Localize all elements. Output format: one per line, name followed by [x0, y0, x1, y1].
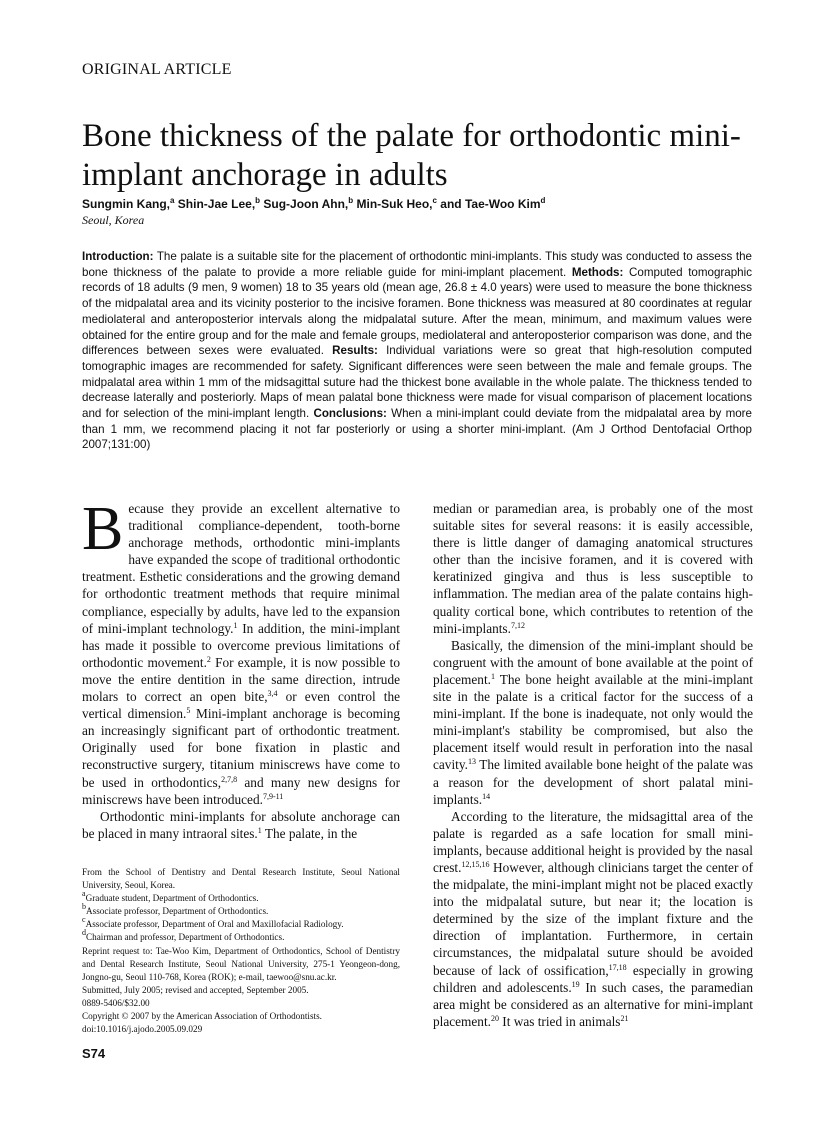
footnote-text: Chairman and professor, Department of Orthodontics. [86, 932, 285, 943]
citation-reference: 17,18 [608, 962, 627, 972]
footnote [82, 915, 400, 931]
footnote-mark: b [82, 902, 86, 912]
paragraph-text: or even control the vertical dimension. [82, 689, 400, 722]
citation-reference: 14 [482, 791, 491, 801]
footnote-text: Associate professor, Department of Orthodontics. [86, 906, 269, 917]
paragraph-text: The palate, in the [261, 825, 358, 841]
citation-reference: 7,9-11 [262, 791, 284, 801]
footnote [82, 997, 400, 1010]
abstract-text: When a mini-implant could deviate from the midpalatal area by more than 1 mm, we recommend placing it not far posteriorly or using a shorter mini-implant. (Am J Orthod Dentofacial Orthop 2007;131:00) [82, 407, 752, 452]
footnote-text: Copyright © 2007 by the American Association of Orthodontists. [82, 1011, 322, 1022]
paragraph-text: median or paramedian area, is probably one of the most suitable sites for several reasons: it is easily accessible, there is little danger of damaging anatomical structures other than the incisive foramen, and it is covered with keratinized gingiva and thus is less susceptible to inflammation. The median area of the palate contains high-quality cortical bone, which contributes to retention of the mini-implants. [433, 501, 753, 636]
paragraph [433, 637, 753, 808]
citation-reference: 3,4 [267, 689, 278, 699]
paragraph-text: In such cases, the paramedian area might be considered as an alternative for mini-implant placement. [433, 979, 753, 1029]
citation-reference: 19 [571, 979, 580, 989]
author-affiliation-mark: d [540, 196, 546, 205]
footnote [82, 889, 400, 905]
citation-reference: 1 [233, 620, 238, 630]
paragraph-text: especially in growing children and adolescents. [433, 962, 753, 995]
citation-reference: 21 [620, 1013, 629, 1023]
paragraph-text: Basically, the dimension of the mini-implant should be congruent with the amount of bone available at the point of placement. [433, 637, 753, 687]
paragraph-text: However, although clinicians target the center of the midpalate, the mini-implant might not be placed exactly into the midpalatal suture, but near it; the location is determined by the size of the implant fixture and the direction of implantation. Furthermore, in certain circumstances, the midpalatal suture should be avoided because of lack of ossification, [433, 859, 753, 978]
page-number: S74 [82, 1046, 106, 1061]
citation-reference: 1 [257, 825, 262, 835]
footnote [82, 984, 400, 997]
paragraph-text: For example, it is now possible to move the entire dentition in the same direction, intrude molars to correct an open bite, [82, 654, 400, 705]
abstract [82, 249, 752, 453]
abstract-heading: Introduction: [82, 250, 154, 263]
paragraph-text: Mini-implant anchorage is becoming an increasingly significant part of orthodontic treatment. Originally used for bone fixation in plastic and reconstructive surgery, titanium miniscrews have come to be used in orthodontics, [82, 706, 400, 790]
footnote [82, 902, 400, 918]
footnote-mark: a [82, 889, 86, 899]
author-name: Sungmin Kang, [82, 197, 170, 211]
author-name: Min-Suk Heo, [353, 197, 433, 211]
author-name: and Tae-Woo Kim [436, 197, 541, 211]
footnote-mark: c [82, 915, 86, 925]
footnote [82, 928, 400, 944]
section-label: ORIGINAL ARTICLE [82, 61, 232, 78]
paragraph-text: The bone height available at the mini-implant site in the palate is a critical factor for the success of a mini-implant. If the bone is inadequate, not only would the mini-implant's stability be compromised, but also the placement itself would result in perforation into the nasal cavity. [433, 671, 753, 773]
citation-reference: 2 [206, 654, 211, 664]
paragraph [82, 495, 400, 808]
citation-reference: 1 [490, 671, 495, 681]
author-affiliation-mark: a [170, 196, 175, 205]
abstract-text: The palate is a suitable site for the placement of orthodontic mini-implants. This study was conducted to assess the bone thickness of the palate to provide a more reliable guide for mini-implant placement. [82, 250, 752, 279]
author-affiliation-mark: b [255, 196, 261, 205]
citation-reference: 20 [490, 1013, 499, 1023]
author-name: Shin-Jae Lee, [174, 197, 256, 211]
author-affiliation-mark: c [432, 196, 437, 205]
author-name: Sug-Joon Ahn, [260, 197, 349, 211]
footnotes [82, 866, 400, 1036]
paragraph-text: It was tried in animals [498, 1013, 621, 1029]
citation-reference: 13 [467, 757, 476, 767]
paragraph-text: Orthodontic mini-implants for absolute anchorage can be placed in many intraoral sites. [82, 808, 400, 841]
abstract-heading: Methods: [571, 265, 624, 279]
affiliation: Seoul, Korea [82, 213, 145, 227]
paragraph [82, 808, 400, 842]
paragraph-text: and many new designs for miniscrews have been introduced. [82, 774, 400, 807]
citation-reference: 2,7,8 [221, 774, 238, 784]
footnote-text: Associate professor, Department of Oral and Maxillofacial Radiology. [85, 919, 344, 930]
footnote [82, 945, 400, 984]
footnote-text: Submitted, July 2005; revised and accepted, September 2005. [82, 984, 309, 995]
drop-cap: B [82, 495, 124, 563]
body-column-left [82, 495, 400, 842]
paragraph-text: The limited available bone height of the palate was a reason for the development of short palatal mini-implants. [433, 757, 753, 807]
footnote [82, 1010, 400, 1023]
citation-reference: 7,12 [510, 620, 525, 630]
footnote [82, 866, 400, 892]
abstract-heading: Results: [332, 344, 378, 358]
paragraph [433, 808, 753, 1030]
body-column-right [433, 500, 753, 1030]
abstract-text: Computed tomographic records of 18 adults (9 men, 9 women) 18 to 35 years old (mean age, 26.8 ± 4.0 years) were used to measure the bone thickness of the midpalatal area and its vicinity posterior to the incisive foramen. Bone thickness was measured at 80 coordinates at regular mediolateral and anteroposterior intervals along the midpalatal suture. After the mean, minimum, and maximum values were obtained for the entire group and for the male and female groups, mediolateral and anteroposterior comparison was done, and the differences between sexes were evaluated. [82, 265, 752, 358]
paragraph-text: According to the literature, the midsagittal area of the palate is regarded as a safe location for small mini-implants, because additional height is provided by the nasal crest. [433, 808, 753, 875]
author-list [82, 197, 545, 211]
paragraph-text: ecause they provide an excellent alternative to traditional compliance-dependent, tooth-borne anchorage methods, orthodontic mini-implants have expanded the scope of traditional orthodontic treatment. Esthetic considerations and the growing demand for orthodontic treatment methods that require minimal compliance, especially by adults, have led to the expansion of mini-implant technology. [82, 501, 400, 636]
citation-reference: 5 [186, 706, 191, 716]
abstract-text: Individual variations were so great that high-resolution computed tomographic images are recommended for safety. Significant differences were seen between the male and female groups. The midpalatal area within 1 mm of the midsagittal suture had the thickest bone available in the whole palate. The thickness tended to decrease laterally and posteriorly. Maps of mean palatal bone thickness were made for visual comparison of placement locations and for selection of the mini-implant length. [82, 344, 753, 421]
footnote-text: doi:10.1016/j.ajodo.2005.09.029 [82, 1024, 203, 1035]
author-affiliation-mark: b [348, 196, 354, 205]
footnote [82, 1023, 400, 1036]
paragraph-text: In addition, the mini-implant has made it possible to overcome previous limitations of orthodontic movement. [82, 620, 400, 670]
footnote-text: Graduate student, Department of Orthodontics. [85, 893, 259, 904]
footnote-text: From the School of Dentistry and Dental Research Institute, Seoul National University, Seoul, Korea. [82, 867, 400, 891]
footnote-text: 0889-5406/$32.00 [82, 997, 150, 1008]
footnote-text: Reprint request to: Tae-Woo Kim, Department of Orthodontics, School of Dentistry and Dental Research Institute, Seoul National University, 275-1 Yeongeon-dong, Jongno-gu, Seoul 110-768, Korea (ROK); e-mail, taewoo@snu.ac.kr. [82, 945, 400, 982]
article-title: Bone thickness of the palate for orthodontic mini-implant anchorage in adults [82, 118, 741, 193]
paragraph [433, 500, 753, 637]
citation-reference: 12,15,16 [461, 859, 490, 869]
footnote-mark: d [82, 928, 86, 938]
abstract-heading: Conclusions: [313, 407, 387, 421]
